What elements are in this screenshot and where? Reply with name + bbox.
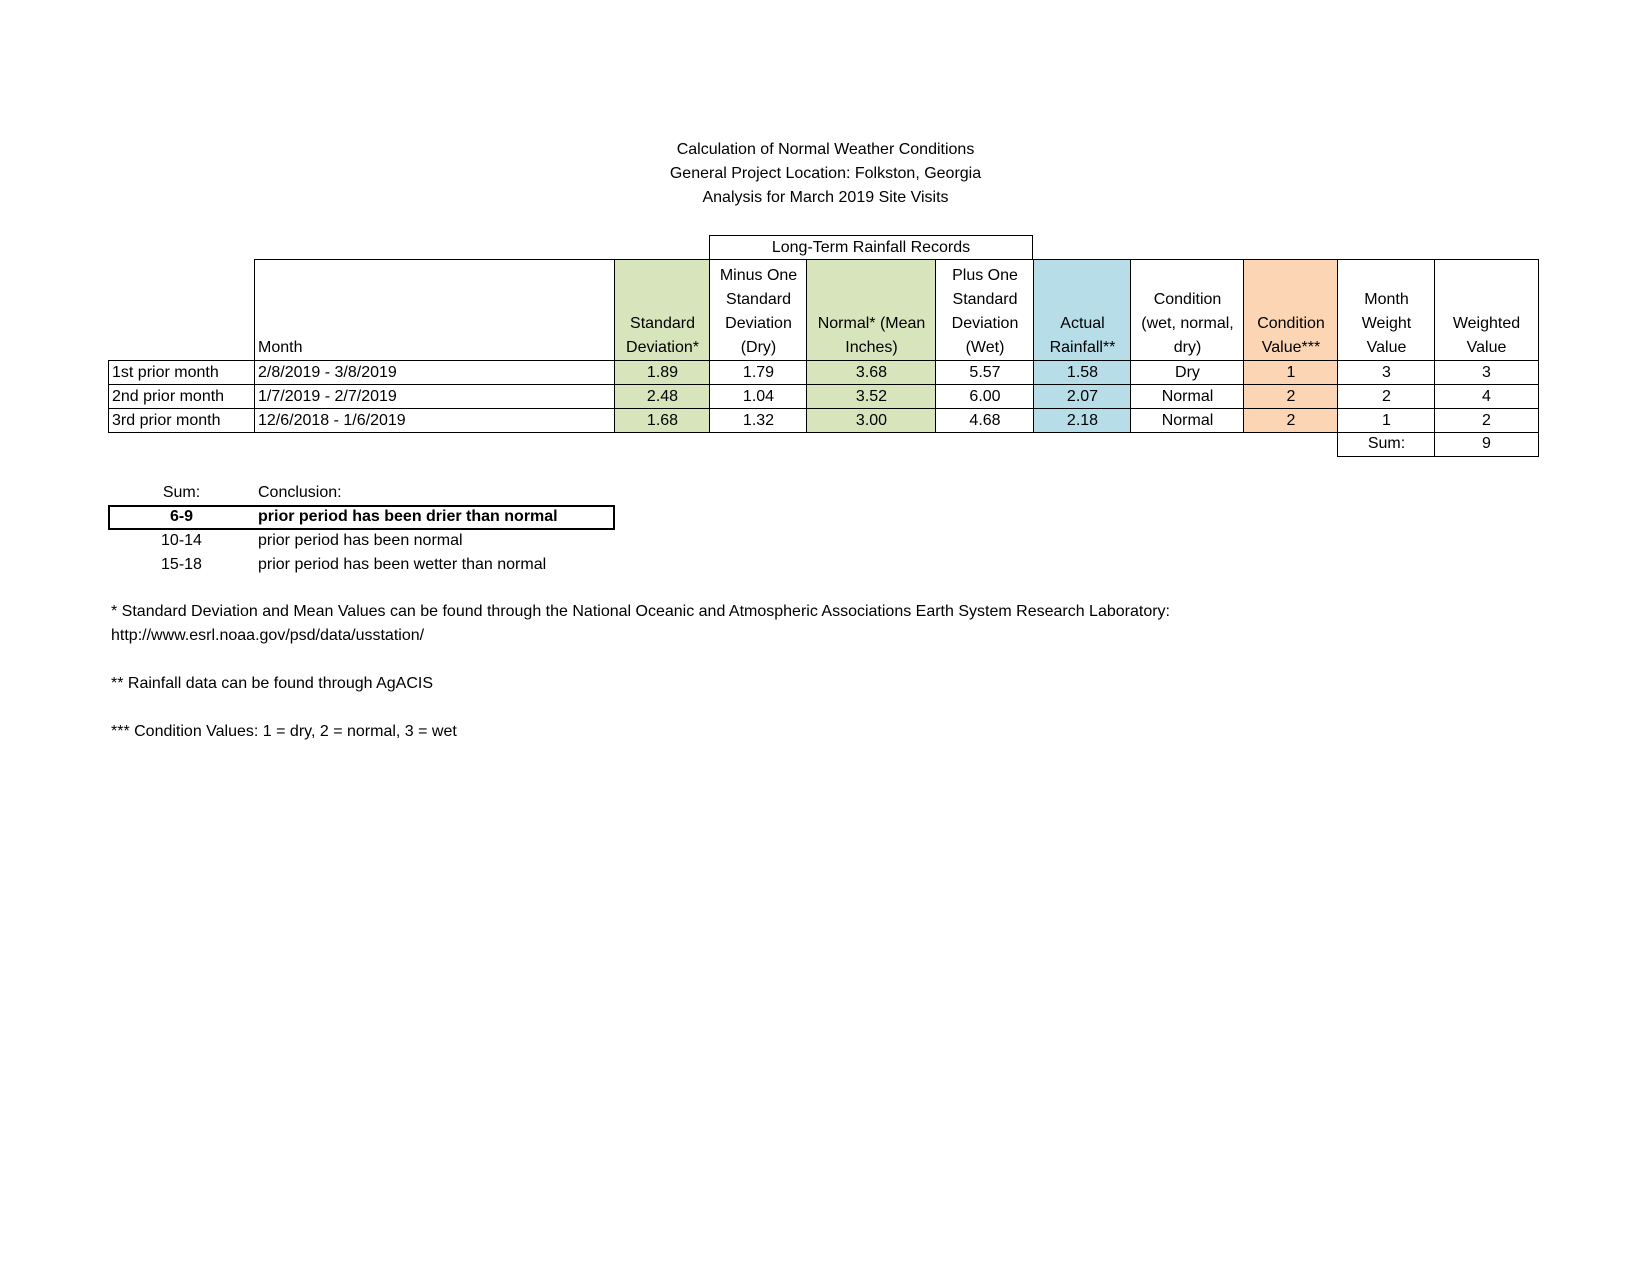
footnote-1-url: http://www.esrl.noaa.gov/psd/data/usstation/ <box>111 627 425 644</box>
cell-plus-one: 4.68 <box>935 408 1034 433</box>
sum-value: 9 <box>1434 432 1539 457</box>
header-actual: Actual Rainfall** <box>1033 259 1131 360</box>
header-month: Month <box>254 259 615 360</box>
title-line-2: General Project Location: Folkston, Georgia <box>669 165 982 182</box>
row-period: 12/6/2018 - 1/6/2019 <box>254 408 615 433</box>
cell-condition-value: 1 <box>1243 360 1338 385</box>
cell-minus-one: 1.79 <box>709 360 807 385</box>
header-condition-value: Condition Value*** <box>1243 259 1338 360</box>
cell-plus-one: 6.00 <box>935 384 1034 409</box>
conclusion-sum-header: Sum: <box>162 484 201 501</box>
cell-condition-value: 2 <box>1243 384 1338 409</box>
cell-condition: Normal <box>1130 408 1244 433</box>
header-std-dev: Standard Deviation* <box>614 259 710 360</box>
header-minus-one: Minus One Standard Deviation (Dry) <box>709 259 807 360</box>
row-period: 1/7/2019 - 2/7/2019 <box>254 384 615 409</box>
cell-std-dev: 1.89 <box>614 360 710 385</box>
cell-normal: 3.52 <box>806 384 936 409</box>
cell-weighted: 3 <box>1434 360 1539 385</box>
header-weighted: Weighted Value <box>1434 259 1539 360</box>
cell-minus-one: 1.32 <box>709 408 807 433</box>
header-month-weight: Month Weight Value <box>1337 259 1435 360</box>
cell-std-dev: 1.68 <box>614 408 710 433</box>
group-header-long-term: Long-Term Rainfall Records <box>709 235 1033 260</box>
header-normal: Normal* (Mean Inches) <box>806 259 936 360</box>
report-title <box>0 138 1651 210</box>
cell-condition: Dry <box>1130 360 1244 385</box>
cell-actual: 2.18 <box>1033 408 1131 433</box>
conclusion-range: 10-14 <box>161 532 202 549</box>
conclusion-range: 15-18 <box>161 556 202 573</box>
conclusion-range: 6-9 <box>169 508 194 525</box>
row-label: 1st prior month <box>108 360 255 385</box>
cell-actual: 2.07 <box>1033 384 1131 409</box>
sum-label: Sum: <box>1337 432 1435 457</box>
cell-actual: 1.58 <box>1033 360 1131 385</box>
conclusion-header: Conclusion: <box>258 484 342 501</box>
cell-month-weight: 1 <box>1337 408 1435 433</box>
cell-month-weight: 3 <box>1337 360 1435 385</box>
title-line-3: Analysis for March 2019 Site Visits <box>702 189 949 206</box>
conclusion-text: prior period has been drier than normal <box>258 508 558 525</box>
footnote-1-line-1: * Standard Deviation and Mean Values can be found through the National Oceanic and Atmospheric Associations Earth System Research Laboratory: <box>111 603 1170 620</box>
row-label: 2nd prior month <box>108 384 255 409</box>
header-condition: Condition (wet, normal, dry) <box>1130 259 1244 360</box>
cell-month-weight: 2 <box>1337 384 1435 409</box>
footnote-2: ** Rainfall data can be found through AgACIS <box>111 675 433 692</box>
row-label: 3rd prior month <box>108 408 255 433</box>
header-plus-one: Plus One Standard Deviation (Wet) <box>935 259 1034 360</box>
footnote-3: *** Condition Values: 1 = dry, 2 = normal, 3 = wet <box>111 723 457 740</box>
cell-condition-value: 2 <box>1243 408 1338 433</box>
cell-condition: Normal <box>1130 384 1244 409</box>
cell-normal: 3.00 <box>806 408 936 433</box>
cell-std-dev: 2.48 <box>614 384 710 409</box>
cell-weighted: 4 <box>1434 384 1539 409</box>
cell-minus-one: 1.04 <box>709 384 807 409</box>
cell-normal: 3.68 <box>806 360 936 385</box>
conclusion-text: prior period has been normal <box>258 532 463 549</box>
conclusion-text: prior period has been wetter than normal <box>258 556 547 573</box>
row-period: 2/8/2019 - 3/8/2019 <box>254 360 615 385</box>
cell-plus-one: 5.57 <box>935 360 1034 385</box>
title-line-1: Calculation of Normal Weather Conditions <box>676 141 975 158</box>
cell-weighted: 2 <box>1434 408 1539 433</box>
